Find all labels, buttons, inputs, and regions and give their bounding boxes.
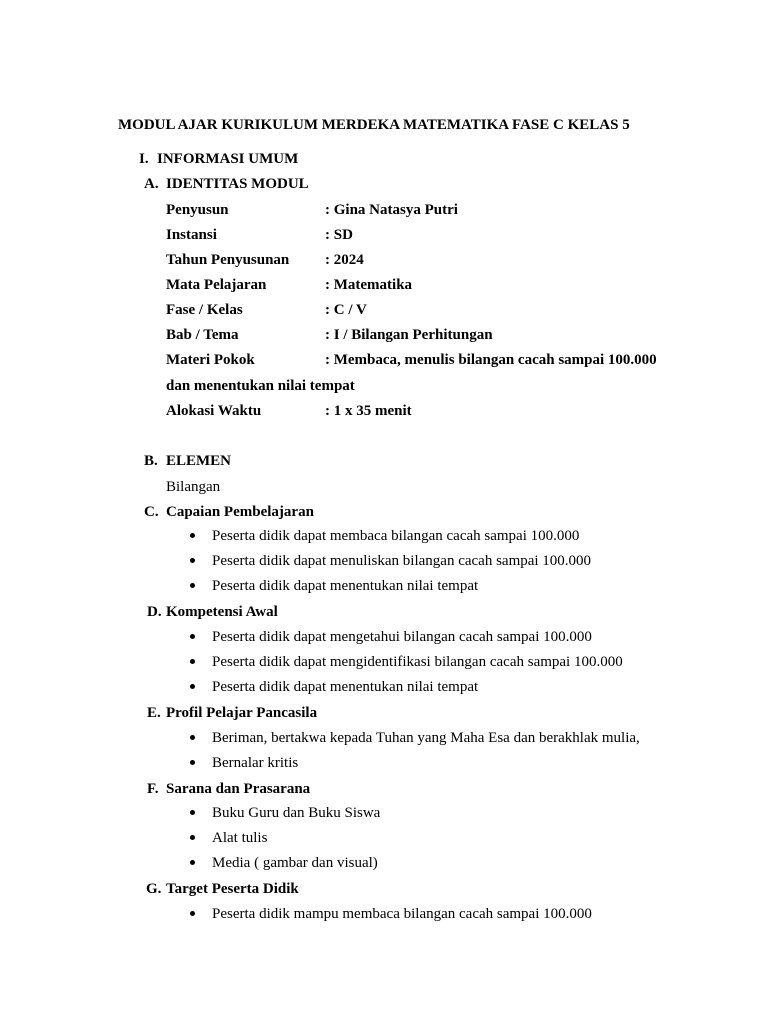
list-item: Buku Guru dan Buku Siswa [212,805,381,821]
bullet-icon [190,558,195,563]
bullet-icon [190,684,195,689]
value-fase-kelas: : C / V [325,302,367,318]
section-b-text: Bilangan [166,479,221,495]
list-item: Peserta didik dapat menuliskan bilangan cacah sampai 100.000 [212,553,592,569]
section-g-number: G. [146,881,162,897]
label-fase-kelas: Fase / Kelas [166,302,243,318]
list-item: Alat tulis [212,830,268,846]
bullet-icon [190,634,195,639]
section-g-heading: Target Peserta Didik [166,881,299,897]
list-item: Peserta didik dapat mengetahui bilangan cacah sampai 100.000 [212,629,592,645]
list-item: Peserta didik dapat mengidentifikasi bilangan cacah sampai 100.000 [212,654,623,670]
label-penyusun: Penyusun [166,202,229,218]
bullet-icon [190,911,195,916]
list-item: Peserta didik dapat menentukan nilai tempat [212,679,479,695]
value-alokasi-waktu: : 1 x 35 menit [325,403,412,419]
list-item: Bernalar kritis [212,755,299,771]
label-alokasi-waktu: Alokasi Waktu [166,403,262,419]
list-item: Peserta didik dapat membaca bilangan cacah sampai 100.000 [212,528,580,544]
value-materi-pokok: : Membaca, menulis bilangan cacah sampai 100.000 [325,352,657,368]
value-penyusun: : Gina Natasya Putri [325,202,458,218]
materi-pokok-continuation: dan menentukan nilai tempat [166,378,355,394]
bullet-icon [190,533,195,538]
section-b-number: B. [144,453,158,469]
section-c-heading: Capaian Pembelajaran [166,504,314,520]
value-bab-tema: : I / Bilangan Perhitungan [325,327,493,343]
section-i-heading: INFORMASI UMUM [157,151,299,167]
section-b-heading: ELEMEN [166,453,232,469]
label-materi-pokok: Materi Pokok [166,352,255,368]
section-e-number: E. [147,705,161,721]
list-item: Media ( gambar dan visual) [212,855,378,871]
section-e-heading: Profil Pelajar Pancasila [166,705,318,721]
bullet-icon [190,760,195,765]
section-f-number: F. [147,781,159,797]
value-mata-pelajaran: : Matematika [325,277,413,293]
section-d-number: D. [147,604,162,620]
bullet-icon [190,583,195,588]
section-d-heading: Kompetensi Awal [166,604,278,620]
bullet-icon [190,810,195,815]
bullet-icon [190,860,195,865]
list-item: Beriman, bertakwa kepada Tuhan yang Maha Esa dan berakhlak mulia, [212,730,640,746]
section-f-heading: Sarana dan Prasarana [166,781,311,797]
bullet-icon [190,659,195,664]
list-item: Peserta didik dapat menentukan nilai tempat [212,578,479,594]
section-c-number: C. [144,504,159,520]
bullet-icon [190,835,195,840]
value-tahun: : 2024 [325,252,364,268]
document-title: MODUL AJAR KURIKULUM MERDEKA MATEMATIKA FASE C KELAS 5 [118,117,630,133]
label-instansi: Instansi [166,227,217,243]
bullet-icon [190,735,195,740]
label-tahun: Tahun Penyusunan [166,252,290,268]
section-a-heading: IDENTITAS MODUL [166,176,309,192]
label-mata-pelajaran: Mata Pelajaran [166,277,267,293]
list-item: Peserta didik mampu membaca bilangan cacah sampai 100.000 [212,906,592,922]
section-i-number: I. [139,151,149,167]
label-bab-tema: Bab / Tema [166,327,239,343]
section-a-number: A. [144,176,159,192]
value-instansi: : SD [325,227,353,243]
